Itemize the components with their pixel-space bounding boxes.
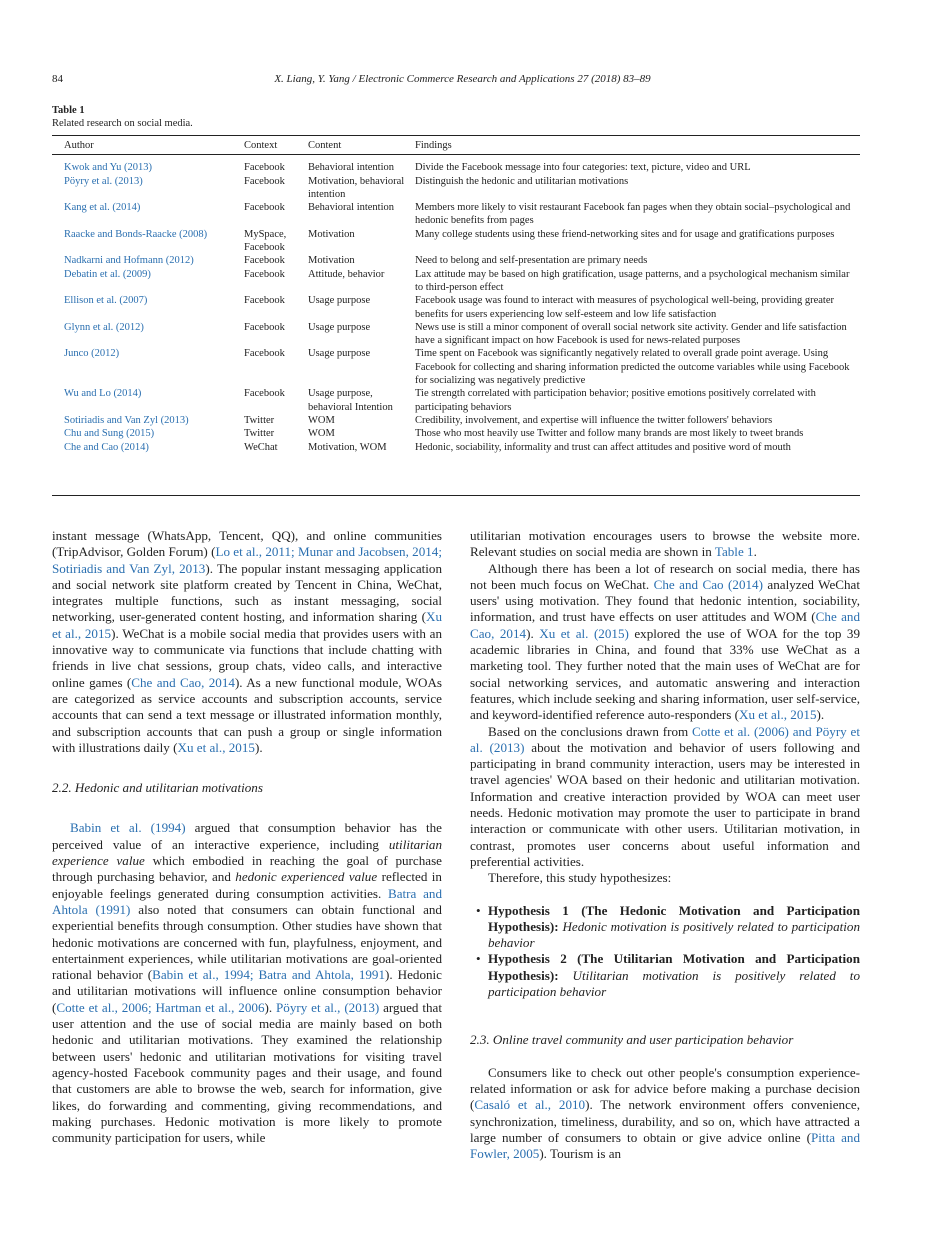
citation-link[interactable]: Xu et al., 2015: [52, 609, 442, 641]
citation-link[interactable]: Batra and Ahtola (1991): [52, 885, 442, 917]
table-row: [52, 254, 860, 267]
paragraph: utilitarian motivation encourages users to browse the website more. Relevant studies on social media are shown in Table 1.: [470, 528, 860, 560]
cell-author[interactable]: Chu and Sung (2015): [64, 428, 155, 440]
hypotheses-list: [470, 903, 860, 1001]
cell-content: Usage purpose: [308, 295, 371, 307]
cell-findings: News use is still a minor component of overall social network site activity. Gender and life satisfaction have a significant impact on how Facebook is used for news-related purposes: [415, 321, 847, 347]
cell-content: WOM: [308, 428, 335, 440]
page-number: 84: [52, 73, 63, 85]
cell-findings: Members more likely to visit restaurant Facebook fan pages when they obtain social–psychological and hedonic benefits from pages: [415, 202, 851, 227]
cell-content: Attitude, behavior: [308, 268, 385, 280]
cell-context: Facebook: [244, 348, 285, 360]
paragraph: Therefore, this study hypothesizes:: [488, 870, 672, 886]
cell-author[interactable]: Pöyry et al. (2013): [64, 175, 143, 187]
cell-context: Facebook: [244, 162, 285, 174]
citation-link[interactable]: Pitta and Fowler, 2005: [470, 1129, 860, 1162]
cell-context: Twitter: [244, 428, 275, 440]
table-row: [52, 155, 860, 174]
cell-context: Facebook: [244, 268, 285, 280]
cell-findings: Facebook usage was found to interact with measures of psychological well-being, providing greater benefits for users experiencing low self-esteem and low life satisfaction: [415, 295, 835, 320]
cell-author[interactable]: Kwok and Yu (2013): [64, 162, 152, 174]
table-row: [52, 321, 860, 348]
table-row: [52, 175, 860, 202]
cell-author[interactable]: Ellison et al. (2007): [64, 295, 148, 307]
cell-content: Usage purpose: [308, 348, 371, 360]
cell-content: WOM: [308, 414, 335, 426]
cell-author[interactable]: Nadkarni and Hofmann (2012): [64, 255, 194, 267]
paragraph: Babin et al. (1994) argued that consumption behavior has the perceived value of an interactive experience, including utilitarian experience value which embodied in reaching the goal of purchase through purchasing behavior, and hedonic experienced value reflected in enjoyable feelings generated during consumption activities. Batra and Ahtola (1991) also noted that consumers can obtain functional and experiential benefits through consumption. Other studies have shown that hedonic motivations are concerned with fun, playfulness, enjoyment, and entertainment experiences, while utilitarian motivations are goal-oriented rational behavior (Babin et al., 1994; Batra and Ahtola, 1991). Hedonic and utilitarian motivations will influence online consumption behavior (Cotte et al., 2006; Hartman et al., 2006). Pöyry et al., (2013) argued that user attention and the use of social media are mainly based on both hedonic and utilitarian motivations. They examined the relationship between users' hedonic and utilitarian motivations for visiting travel agency-hosted Facebook community pages and their usage, and found that customers are able to browse the web, search for information, give likes, do forwarding and commenting, giving recommendations, and making purchases. Hedonic motivation is more likely to promote community participation for users, while: [52, 820, 442, 1146]
cell-content: Behavioral intention: [308, 202, 395, 214]
running-header: X. Liang, Y. Yang / Electronic Commerce Research and Applications 27 (2018) 83–89: [274, 73, 651, 85]
table-label: Table 1: [52, 105, 85, 116]
cell-content: Motivation, WOM: [308, 441, 387, 453]
cell-findings: Time spent on Facebook was significantly negatively related to overall grade point average. Using Facebook for collecting and sharing information predicted the outcome variables while using Facebook for socializing was negatively predictive: [415, 348, 850, 387]
table-row: [52, 387, 860, 414]
cell-findings: Distinguish the hedonic and utilitarian motivations: [415, 175, 629, 187]
cell-author[interactable]: Kang et al. (2014): [64, 202, 141, 214]
citation-link[interactable]: Xu et al. (2015): [539, 625, 629, 641]
cell-context: Facebook: [244, 295, 285, 307]
cell-context: Facebook: [244, 202, 285, 214]
citation-link[interactable]: Cotte et al. (2006) and Pöyry et al. (2013): [470, 723, 860, 755]
hypothesis-2: • Hypothesis 2 (The Utilitarian Motivation and Participation Hypothesis): Utilitarian motivation is positively related to participation behavior: [476, 951, 860, 1000]
cell-context: MySpace, Facebook: [244, 228, 287, 254]
cell-findings: Credibility, involvement, and expertise will influence the twitter followers' behaviors: [415, 414, 773, 426]
citation-link[interactable]: Cotte et al., 2006; Hartman et al., 2006: [56, 999, 265, 1015]
citation-link[interactable]: Xu et al., 2015: [177, 739, 255, 755]
cell-content: Usage purpose, behavioral Intention: [308, 388, 393, 413]
paragraph: Based on the conclusions drawn from Cotte et al. (2006) and Pöyry et al. (2013) about the motivation and behavior of users following and participating in brand community interaction, users may be interested in travel agencies' WOA based on their hedonic and utilitarian motivation. Information and creative interaction provided by WOA can meet user needs. Hedonic motivation may promote the user to participate in brand interaction or communicate with other users. Utilitarian motivation, in contrast, promotes user concerns about useful information and preferential activities.: [470, 723, 860, 869]
table-row: [52, 294, 860, 321]
cell-findings: Tie strength correlated with participation behavior; positive emotions positively correlated with participating behaviors: [415, 388, 816, 413]
citation-link[interactable]: Xu et al., 2015: [739, 707, 817, 723]
cell-context: Facebook: [244, 321, 285, 333]
paragraph: Consumers like to check out other people's consumption experience-related information or ask for advice before making a purchase decision (Casaló et al., 2010). The network environment offers convenience, synchronization, timeliness, durability, and so on, which have attracted a large number of consumers to obtain or give advice online (Pitta and Fowler, 2005). Tourism is an: [470, 1064, 860, 1162]
table-row: [52, 347, 860, 387]
cell-content: Motivation: [308, 255, 355, 267]
table-row: [52, 441, 860, 454]
cell-content: Usage purpose: [308, 321, 371, 333]
cell-findings: Lax attitude may be based on high gratification, usage patterns, and a psychological mechanism similar to third-person effect: [415, 268, 850, 293]
col-header-context: Context: [244, 140, 278, 151]
cell-context: Facebook: [244, 388, 285, 400]
paragraph: Although there has been a lot of research on social media, there has not been much focus on WeChat. Che and Cao (2014) analyzed WeChat users' using motivation. They found that hedonic intention, sociability, information, and trust have effects on user attitudes and WOM (Che and Cao, 2014). Xu et al. (2015) explored the use of WOA for the top 39 academic libraries in China, and found that 33% use WeChat as a marketing tool. They further noted that the main uses of WeChat are for social networking services, and automatic answering and interaction features, which include seeking and sharing information, user self-service, and keyword-identified reference auto-responders (Xu et al., 2015).: [470, 560, 861, 723]
cell-author[interactable]: Sotiriadis and Van Zyl (2013): [64, 414, 189, 426]
cell-content: Behavioral intention: [308, 162, 395, 174]
paragraph: instant message (WhatsApp, Tencent, QQ), and online communities (TripAdvisor, Golden Forum) (Lo et al., 2011; Munar and Jacobsen, 2014; Sotiriadis and Van Zyl, 2013). The popular instant messaging application and social network site platform created by Tencent in China, WeChat, integrates multiple functions, such as instant messaging, social networking, user-generated content hosting, and information sharing (Xu et al., 2015). WeChat is a mobile social media that provides users with an innovative way to communicate via functions that include chatting with friends in live chat sessions, group chats, video calls, and interactive online games (Che and Cao, 2014). As a new functional module, WOAs are categorized as service accounts and subscription accounts, service accounts that can send a text message or illustrated information monthly, and subscription accounts that can push a group or single information with illustrations daily (Xu et al., 2015).: [52, 528, 443, 755]
cell-findings: Need to belong and self-presentation are primary needs: [415, 255, 648, 267]
right-column: [470, 528, 860, 1162]
citation-link[interactable]: Che and Cao (2014): [653, 576, 763, 592]
cell-context: Facebook: [244, 255, 285, 267]
cell-findings: Hedonic, sociability, informality and trust can affect attitudes and positive word of mouth: [415, 441, 791, 453]
table-row: [52, 228, 860, 255]
col-header-content: Content: [308, 140, 342, 151]
cell-author[interactable]: Debatin et al. (2009): [64, 268, 151, 280]
cell-author[interactable]: Che and Cao (2014): [64, 441, 149, 453]
table-row: [52, 268, 860, 295]
left-column: [52, 528, 442, 1146]
table-top-rule: [52, 135, 860, 136]
table-row: [52, 201, 860, 228]
cell-findings: Those who most heavily use Twitter and follow many brands are most likely to tweet brands: [415, 428, 804, 440]
bullet: •: [476, 902, 481, 918]
citation-link[interactable]: Babin et al. (1994): [70, 820, 186, 836]
citation-link[interactable]: Casaló et al., 2010: [474, 1097, 586, 1113]
cell-findings: Many college students using these friend-networking sites and for usage and gratifications purposes: [415, 228, 835, 240]
table-row: [52, 427, 860, 440]
section-heading: 2.3. Online travel community and user participation behavior: [470, 1032, 794, 1048]
cell-author[interactable]: Raacke and Bonds-Raacke (2008): [64, 228, 208, 240]
cell-context: Twitter: [244, 414, 275, 426]
citation-link[interactable]: Lo et al., 2011; Munar and Jacobsen, 2014; Sotiriadis and Van Zyl, 2013: [52, 544, 442, 576]
table-bottom-rule: [52, 495, 860, 496]
related-research-table: [52, 137, 860, 454]
cell-content: Motivation: [308, 228, 355, 240]
citation-link[interactable]: Che and Cao, 2014: [470, 609, 860, 641]
cell-author[interactable]: Glynn et al. (2012): [64, 321, 144, 333]
table-reference-link[interactable]: Table 1: [714, 544, 754, 560]
citation-link[interactable]: Babin et al., 1994; Batra and Ahtola, 1991: [152, 967, 386, 983]
table-header-row: [52, 137, 860, 155]
cell-findings: Divide the Facebook message into four categories: text, picture, video and URL: [415, 162, 751, 174]
citation-link[interactable]: Pöyry et al., (2013): [276, 999, 380, 1015]
table-caption: Related research on social media.: [52, 118, 193, 129]
cell-context: WeChat: [244, 441, 278, 453]
cell-content: Motivation, behavioral intention: [308, 175, 405, 200]
hypothesis-1: • Hypothesis 1 (The Hedonic Motivation and Participation Hypothesis): Hedonic motivation is positively related to participation behavior: [476, 902, 860, 951]
col-header-author: Author: [64, 140, 94, 151]
bullet: •: [476, 951, 481, 967]
col-header-findings: Findings: [415, 140, 452, 151]
cell-author[interactable]: Wu and Lo (2014): [64, 388, 142, 400]
citation-link[interactable]: Che and Cao, 2014: [131, 674, 235, 690]
cell-author[interactable]: Junco (2012): [64, 348, 120, 360]
table-row: [52, 414, 860, 427]
section-heading: 2.2. Hedonic and utilitarian motivations: [52, 780, 263, 796]
cell-context: Facebook: [244, 175, 285, 187]
